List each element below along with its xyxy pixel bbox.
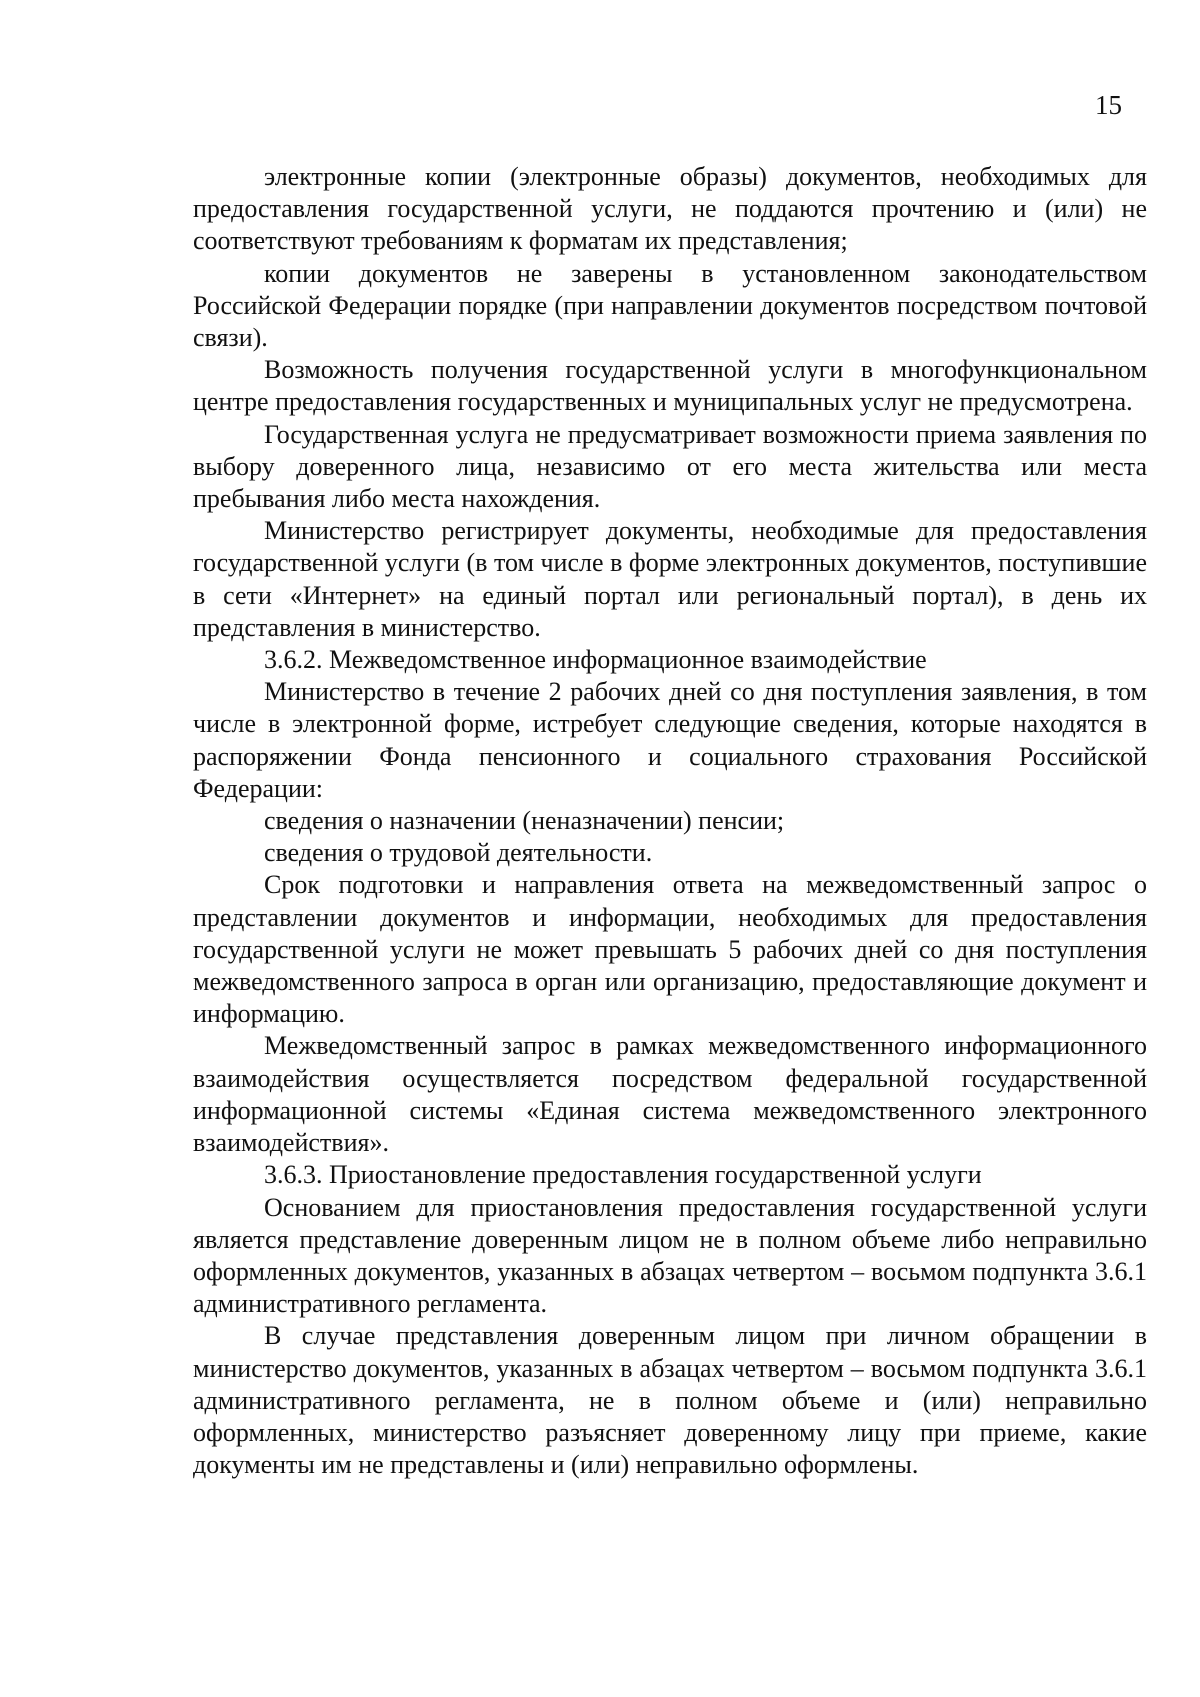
paragraph-registration: Министерство регистрирует документы, необходимые для предоставления государственной услуги (в том числе в форме электронных документов, поступившие в сети «Интернет» на единый портал или региональный портал), в день их представления в министерство. bbox=[193, 516, 1147, 642]
paragraph-extraterritorial: Государственная услуга не предусматривает возможности приема заявления по выбору доверенного лица, независимо от его места жительства или места пребывания либо места нахождения. bbox=[193, 419, 1147, 514]
paragraph-electronic-copies: электронные копии (электронные образы) документов, необходимых для предоставления государственной услуги, не поддаются прочтению и (или) не соответствуют требованиям к форматам их представления; bbox=[193, 162, 1147, 256]
paragraph-suspension-grounds: Основанием для приостановления предоставления государственной услуги является представление доверенным лицом не в полном объеме либо неправильно оформленных документов, указанных в абзацах четвертом – восьмом подпункта 3.6.1 административного регламента. bbox=[193, 1192, 1147, 1319]
paragraph-ministry-requests: Министерство в течение 2 рабочих дней со дня поступления заявления, в том числе в электронной форме, истребует следующие сведения, которые находятся в распоряжении Фонда пенсионного и социального страхования Российской Федерации: bbox=[193, 677, 1147, 803]
paragraph-response-deadline: Срок подготовки и направления ответа на межведомственный запрос о представлении документов и информации, необходимых для предоставления государственной услуги не может превышать 5 рабочих дней со дня поступления межведомственного запроса в орган или организацию, предоставляющие документ и информацию. bbox=[193, 870, 1147, 1029]
page-number: 15 bbox=[1095, 90, 1122, 120]
section-heading-3-6-3: 3.6.3. Приостановление предоставления государственной услуги bbox=[264, 1160, 982, 1190]
list-item-employment-info: сведения о трудовой деятельности. bbox=[264, 838, 653, 868]
paragraph-mfc-not-provided: Возможность получения государственной услуги в многофункциональном центре предоставления государственных и муниципальных услуг не предусмотрена. bbox=[193, 355, 1147, 417]
section-heading-3-6-2: 3.6.2. Межведомственное информационное взаимодействие bbox=[264, 645, 927, 675]
paragraph-suspension-explanation: В случае представления доверенным лицом при личном обращении в министерство документов, указанных в абзацах четвертом – восьмом подпункта 3.6.1 административного регламента, не в полном объеме и (или) неправильно оформленных, министерство разъясняет доверенному лицу при приеме, какие документы им не представлены и (или) неправильно оформлены. bbox=[193, 1321, 1147, 1480]
paragraph-copies-not-certified: копии документов не заверены в установленном законодательством Российской Федерации порядке (при направлении документов посредством почтовой связи). bbox=[193, 258, 1147, 353]
document-body bbox=[193, 161, 1147, 1481]
list-item-pension-info: сведения о назначении (неназначении) пенсии; bbox=[264, 806, 785, 836]
paragraph-smev: Межведомственный запрос в рамках межведомственного информационного взаимодействия осуществляется посредством федеральной государственной информационной системы «Единая система межведомственного электронного взаимодействия». bbox=[193, 1031, 1147, 1158]
